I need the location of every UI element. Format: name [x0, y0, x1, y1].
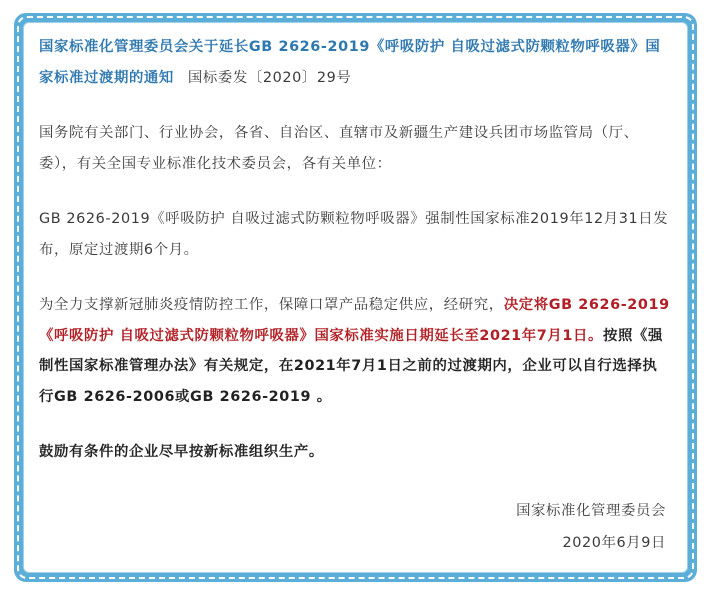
notice-content [39, 32, 671, 468]
issuer: 国家标准化管理委员会 [516, 503, 666, 519]
issue-date: 2020年6月9日 [562, 535, 666, 551]
decision-intro: 为全力支撑新冠肺炎疫情防控工作，保障口罩产品稳定供应，经研究， [39, 297, 504, 313]
signature-block [516, 495, 666, 559]
decision-highlight: 决定将GB 2626-2019《呼吸防护 自吸过滤式防颗粒物呼吸器》国家标准实施日期延长至2021年7月1日。 [39, 297, 670, 344]
paragraph-release: GB 2626-2019《呼吸防护 自吸过滤式防颗粒物呼吸器》强制性国家标准2019年12月31日发布，原定过渡期6个月。 [39, 211, 669, 258]
encouragement: 鼓励有条件的企业尽早按新标准组织生产。 [39, 444, 324, 460]
doc-number: 国标委发〔2020〕29号 [187, 69, 352, 86]
title-text: 国家标准化管理委员会关于延长GB 2626-2019《呼吸防护 自吸过滤式防颗粒物呼吸器》国家标准过渡期的通知 [39, 39, 661, 86]
decision-rule: 按照《强制性国家标准管理办法》有关规定，在2021年7月1日之前的过渡期内，企业可以自行选择执行GB 2626-2006或GB 2626-2019 。 [39, 327, 663, 405]
paragraph-decision [39, 290, 671, 412]
notice-title [39, 32, 671, 93]
salutation: 国务院有关部门、行业协会，各省、自治区、直辖市及新疆生产建设兵团市场监管局（厅、委），有关全国专业标准化技术委员会，各有关单位： [39, 125, 639, 172]
